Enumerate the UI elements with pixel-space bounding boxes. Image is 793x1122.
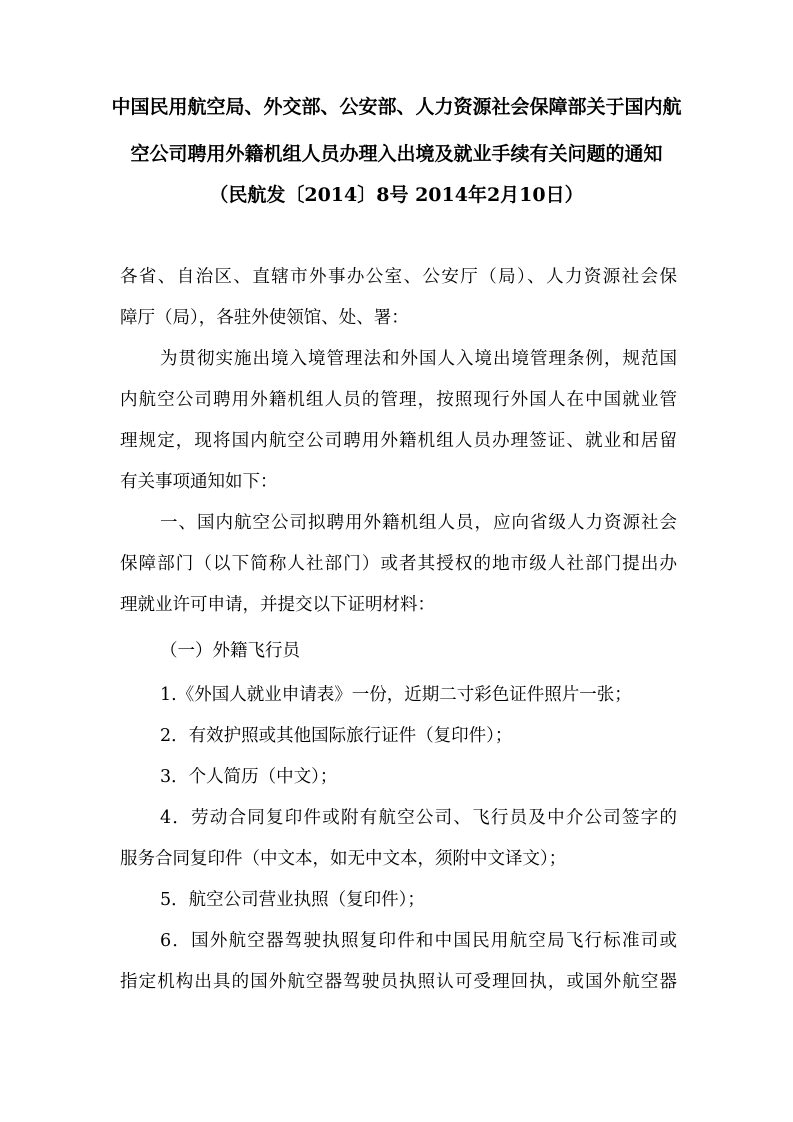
subsection-foreign-pilots: （一）外籍飞行员 [160, 641, 300, 661]
section-one-line-3: 理就业许可申请，并提交以下证明材料： [120, 595, 435, 615]
document-title-line-2: 空公司聘用外籍机组人员办理入出境及就业手续有关问题的通知 [130, 143, 663, 165]
list-item-4-line-2: 服务合同复印件（中文本，如无中文本，须附中文译文）； [120, 849, 567, 869]
document-subtitle: （民航发〔2014〕8号 2014年2月10日） [209, 184, 584, 206]
list-item-6-line-1: 6．国外航空器驾驶执照复印件和中国民用航空局飞行标准司或 [160, 931, 677, 951]
intro-paragraph-line-3: 理规定，现将国内航空公司聘用外籍机组人员办理签证、就业和居留 [120, 431, 677, 451]
intro-paragraph-line-4: 有关事项通知如下： [120, 472, 278, 492]
recipients-line-1: 各省、自治区、直辖市外事办公室、公安厅（局）、人力资源社会保 [120, 267, 677, 287]
section-one-line-1: 一、国内航空公司拟聘用外籍机组人员，应向省级人力资源社会 [160, 513, 677, 533]
document-title-line-1: 中国民用航空局、外交部、公安部、人力资源社会保障部关于国内航 [111, 96, 682, 118]
intro-paragraph-line-2: 内航空公司聘用外籍机组人员的管理，按照现行外国人在中国就业管 [120, 390, 677, 410]
list-item-3: 3．个人简历（中文）； [160, 767, 338, 787]
list-item-2: 2．有效护照或其他国际旅行证件（复印件）； [160, 726, 513, 746]
section-one-line-2: 保障部门（以下简称人社部门）或者其授权的地市级人社部门提出办 [120, 554, 677, 574]
intro-paragraph-line-1: 为贯彻实施出境入境管理法和外国人入境出境管理条例，规范国 [160, 349, 677, 369]
list-item-1: 1.《外国人就业申请表》一份，近期二寸彩色证件照片一张； [160, 685, 632, 705]
list-item-4-line-1: 4．劳动合同复印件或附有航空公司、飞行员及中介公司签字的 [160, 808, 677, 828]
recipients-line-2: 障厅（局），各驻外使领馆、处、署： [120, 308, 409, 328]
list-item-6-line-2: 指定机构出具的国外航空器驾驶员执照认可受理回执，或国外航空器 [120, 972, 677, 992]
list-item-5: 5．航空公司营业执照（复印件）； [160, 890, 425, 910]
